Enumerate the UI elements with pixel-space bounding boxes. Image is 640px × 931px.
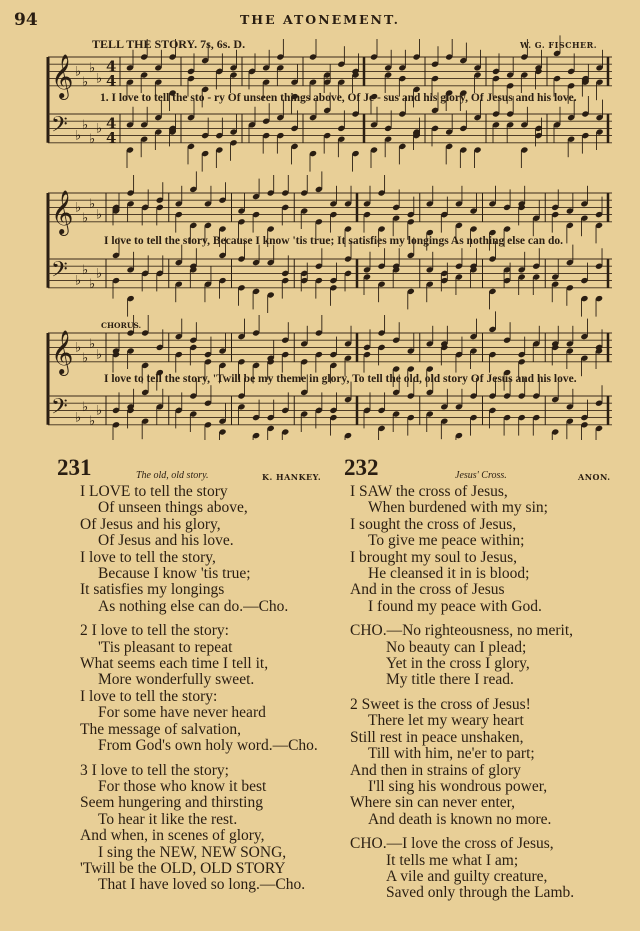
verse-line: 'Tis pleasant to repeat	[98, 638, 233, 656]
flat-sign: ♭	[82, 262, 89, 278]
hymn-title: The old, old story.	[136, 470, 209, 481]
verse-line: The message of salvation,	[80, 720, 241, 738]
verse-line: 'Twill be the OLD, OLD STORY	[80, 859, 286, 877]
flat-sign: ♭	[89, 132, 96, 148]
flat-sign: ♭	[75, 410, 82, 426]
verse-line: 3 I love to tell the story;	[80, 761, 229, 779]
verse-line: It satisfies my longings	[80, 581, 225, 599]
time-signature: 4	[106, 57, 117, 76]
flat-sign: ♭	[75, 64, 82, 80]
verse-line: Seem hungering and thirsting	[80, 794, 263, 812]
verse-line: 2 Sweet is the cross of Jesus!	[350, 695, 531, 713]
flat-sign: ♭	[96, 347, 103, 363]
verse-line: No beauty can I plead;	[386, 638, 527, 656]
flat-sign: ♭	[82, 75, 89, 91]
verse-line: There let my weary heart	[368, 712, 524, 730]
tune-title: TELL THE STORY. 7s, 6s. D.	[92, 37, 246, 51]
verse-line: To hear it like the rest.	[98, 810, 238, 828]
treble-clef: 𝄞	[51, 53, 74, 98]
treble-clef: 𝄞	[51, 329, 74, 374]
flat-sign: ♭	[82, 117, 89, 133]
lyric-line-3: I love to tell the story, 'Twill be my theme in glory, To tell the old, old story Of Jesus and his love.	[104, 373, 577, 385]
flat-sign: ♭	[75, 340, 82, 356]
verse-line: And when, in scenes of glory,	[80, 827, 265, 845]
flat-sign: ♭	[89, 336, 96, 352]
flat-sign: ♭	[75, 128, 82, 144]
flat-sign: ♭	[96, 266, 103, 282]
verse-line: Because I know 'tis true;	[98, 565, 251, 583]
verse-line: It tells me what I am;	[386, 851, 519, 869]
flat-sign: ♭	[75, 273, 82, 289]
verse-line: That I have loved so long.—Cho.	[98, 876, 306, 894]
flat-sign: ♭	[75, 200, 82, 216]
running-title: THE ATONEMENT.	[240, 12, 400, 27]
hymn-number: 231	[57, 455, 92, 480]
verse-line: More wonderfully sweet.	[98, 671, 255, 689]
hymn-232-text	[350, 484, 574, 902]
verse-line: I love to tell the story,	[80, 548, 216, 566]
hymn-author: ANON.	[578, 472, 611, 482]
lyric-line-1: 1. I love to tell the sto - ry Of unseen things above, Of Je - sus and his glory, Of Jesus and his love.	[100, 92, 577, 104]
verse-line: When burdened with my sin;	[368, 499, 548, 517]
flat-sign: ♭	[82, 351, 89, 367]
flat-sign: ♭	[89, 196, 96, 212]
verse-line: I brought my soul to Jesus,	[350, 548, 518, 566]
verse-line: I SAW the cross of Jesus,	[350, 483, 508, 500]
hymn-title: Jesus' Cross.	[455, 470, 507, 481]
verse-line: From God's own holy word.—Cho.	[98, 737, 318, 755]
hymn-231-text	[80, 484, 318, 894]
verse-line: A vile and guilty creature,	[386, 867, 548, 885]
verse-line: For those who know it best	[98, 777, 267, 795]
bass-clef: 𝄢	[51, 394, 68, 425]
verse-line: Where sin can never enter,	[350, 794, 516, 812]
verse-line: And death is known no more.	[368, 810, 552, 828]
verse-line: And then in strains of glory	[350, 761, 521, 779]
flat-sign: ♭	[89, 60, 96, 76]
flat-sign: ♭	[96, 207, 103, 223]
verse-line: My title there I read.	[386, 671, 514, 689]
flat-sign: ♭	[96, 71, 103, 87]
verse-line: 2 I love to tell the story:	[80, 622, 229, 640]
hymn-number: 232	[344, 455, 379, 480]
time-signature: 4	[106, 128, 117, 147]
verse-line: I love to tell the story:	[80, 687, 218, 705]
verse-line: Of Jesus and his love.	[98, 532, 234, 550]
time-signature: 4	[106, 114, 117, 133]
flat-sign: ♭	[96, 403, 103, 419]
verse-line: He cleansed it in is blood;	[368, 565, 530, 583]
verse-line: CHO.—No righteousness, no merit,	[350, 622, 574, 640]
flat-sign: ♭	[89, 414, 96, 430]
verse-line: Still rest in peace unshaken,	[350, 728, 524, 746]
treble-clef: 𝄞	[51, 189, 74, 234]
verse-line: I sought the cross of Jesus,	[350, 515, 517, 533]
verse-line: And in the cross of Jesus	[350, 581, 505, 599]
verse-line: Till with him, ne'er to part;	[368, 745, 535, 763]
verse-line: Of unseen things above,	[98, 499, 248, 517]
composer: W. G. FISCHER.	[520, 40, 598, 50]
verse-line: As nothing else can do.—Cho.	[98, 597, 289, 615]
verse-line: I sing the NEW, NEW SONG,	[98, 843, 287, 861]
hymn-author: K. HANKEY.	[262, 472, 322, 482]
verse-line: Yet in the cross I glory,	[386, 655, 530, 673]
chorus-label: CHORUS.	[101, 321, 142, 330]
flat-sign: ♭	[96, 121, 103, 137]
verse-line: CHO.—I love the cross of Jesus,	[350, 835, 554, 853]
verse-line: I'll sing his wondrous power,	[368, 777, 548, 795]
flat-sign: ♭	[82, 211, 89, 227]
bass-clef: 𝄢	[51, 257, 68, 288]
flat-sign: ♭	[82, 399, 89, 415]
lyric-line-2: I love to tell the story, Because I know 'tis true; It satisfies my longings As nothing else can do.	[104, 235, 564, 247]
verse-line: Of Jesus and his glory,	[80, 515, 221, 533]
verse-line: Saved only through the Lamb.	[386, 884, 575, 902]
flat-sign: ♭	[89, 277, 96, 293]
page-number: 94	[14, 10, 38, 30]
time-signature: 4	[106, 71, 117, 90]
verse-line: What seems each time I tell it,	[80, 655, 269, 673]
verse-line: I LOVE to tell the story	[80, 483, 228, 500]
verse-line: To give me peace within;	[368, 532, 525, 550]
bass-clef: 𝄢	[51, 112, 68, 143]
verse-line: I found my peace with God.	[368, 597, 542, 615]
verse-line: For some have never heard	[98, 704, 266, 722]
